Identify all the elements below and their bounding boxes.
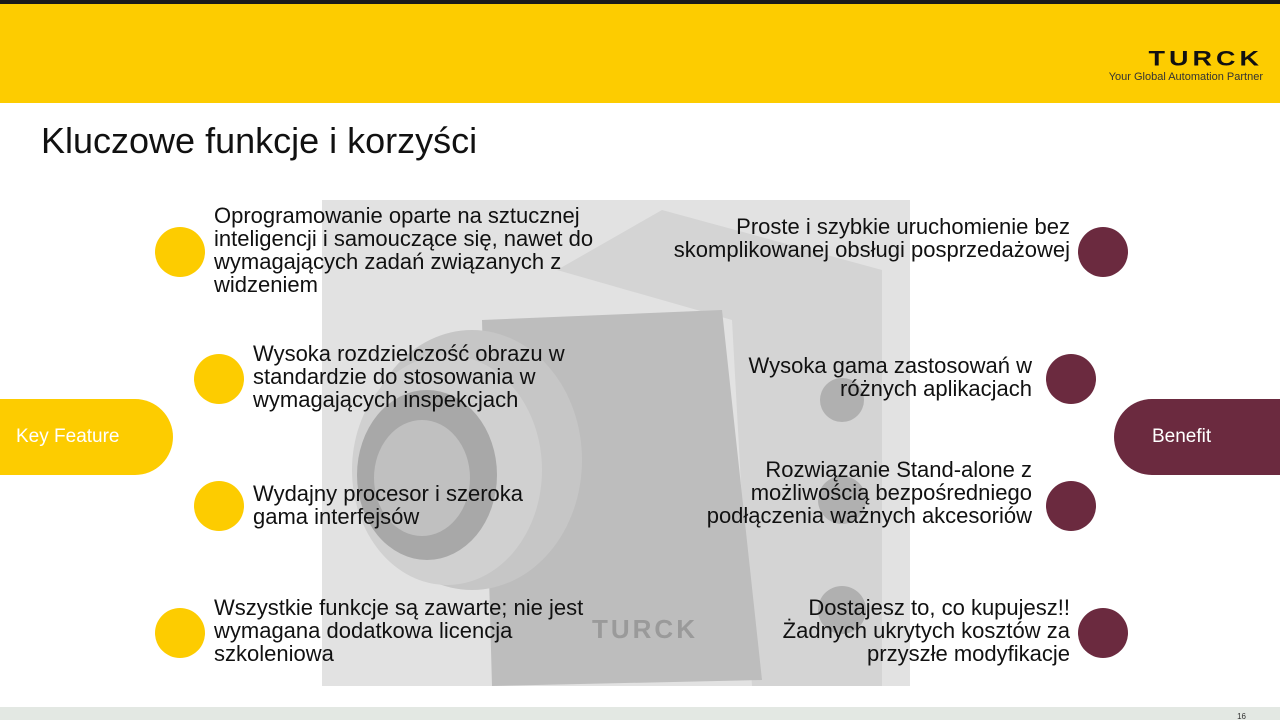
benefit-bullet-3 [1046, 481, 1096, 531]
benefit-bullet-4 [1078, 608, 1128, 658]
logo-wordmark: TURCK [1148, 46, 1263, 71]
feature-bullet-1 [155, 227, 205, 277]
logo-tagline: Your Global Automation Partner [1108, 71, 1263, 83]
benefit-text-1: Proste i szybkie uruchomienie bez skomplikowanej obsługi posprzedażowej [673, 214, 1070, 262]
benefit-text-3: Rozwiązanie Stand-alone z możliwością bezpośredniego podłączenia ważnych akcesoriów [706, 457, 1032, 528]
page-number: 16 [1237, 712, 1246, 721]
benefit-text-4: Dostajesz to, co kupujesz!! Żadnych ukrytych kosztów za przyszłe modyfikacje [782, 595, 1070, 666]
benefit-text-2: Wysoka gama zastosowań w różnych aplikacjach [748, 353, 1032, 401]
slide-title: Kluczowe funkcje i korzyści [41, 120, 478, 161]
feature-text-3: Wydajny procesor i szeroka gama interfejsów [253, 481, 524, 529]
benefit-bullet-1 [1078, 227, 1128, 277]
feature-bullet-3 [194, 481, 244, 531]
key-feature-label: Key Feature [0, 399, 173, 475]
feature-text-2: Wysoka rozdzielczość obrazu w standardzie do stosowania w wymagających inspekcjach [253, 341, 565, 412]
benefit-bullet-2 [1046, 354, 1096, 404]
feature-text-4: Wszystkie funkcje są zawarte; nie jest wymagana dodatkowa licencja szkoleniowa [214, 595, 584, 666]
feature-bullet-4 [155, 608, 205, 658]
benefit-label: Benefit [1114, 399, 1280, 475]
camera-brand-text: TURCK [592, 614, 698, 644]
footer-bar [0, 707, 1280, 720]
feature-text-1: Oprogramowanie oparte na sztucznej inteligencji i samouczące się, nawet do wymagających zadań związanych z widzeniem [214, 203, 594, 297]
turck-logo [1109, 44, 1263, 83]
feature-bullet-2 [194, 354, 244, 404]
header-bar [0, 4, 1280, 103]
